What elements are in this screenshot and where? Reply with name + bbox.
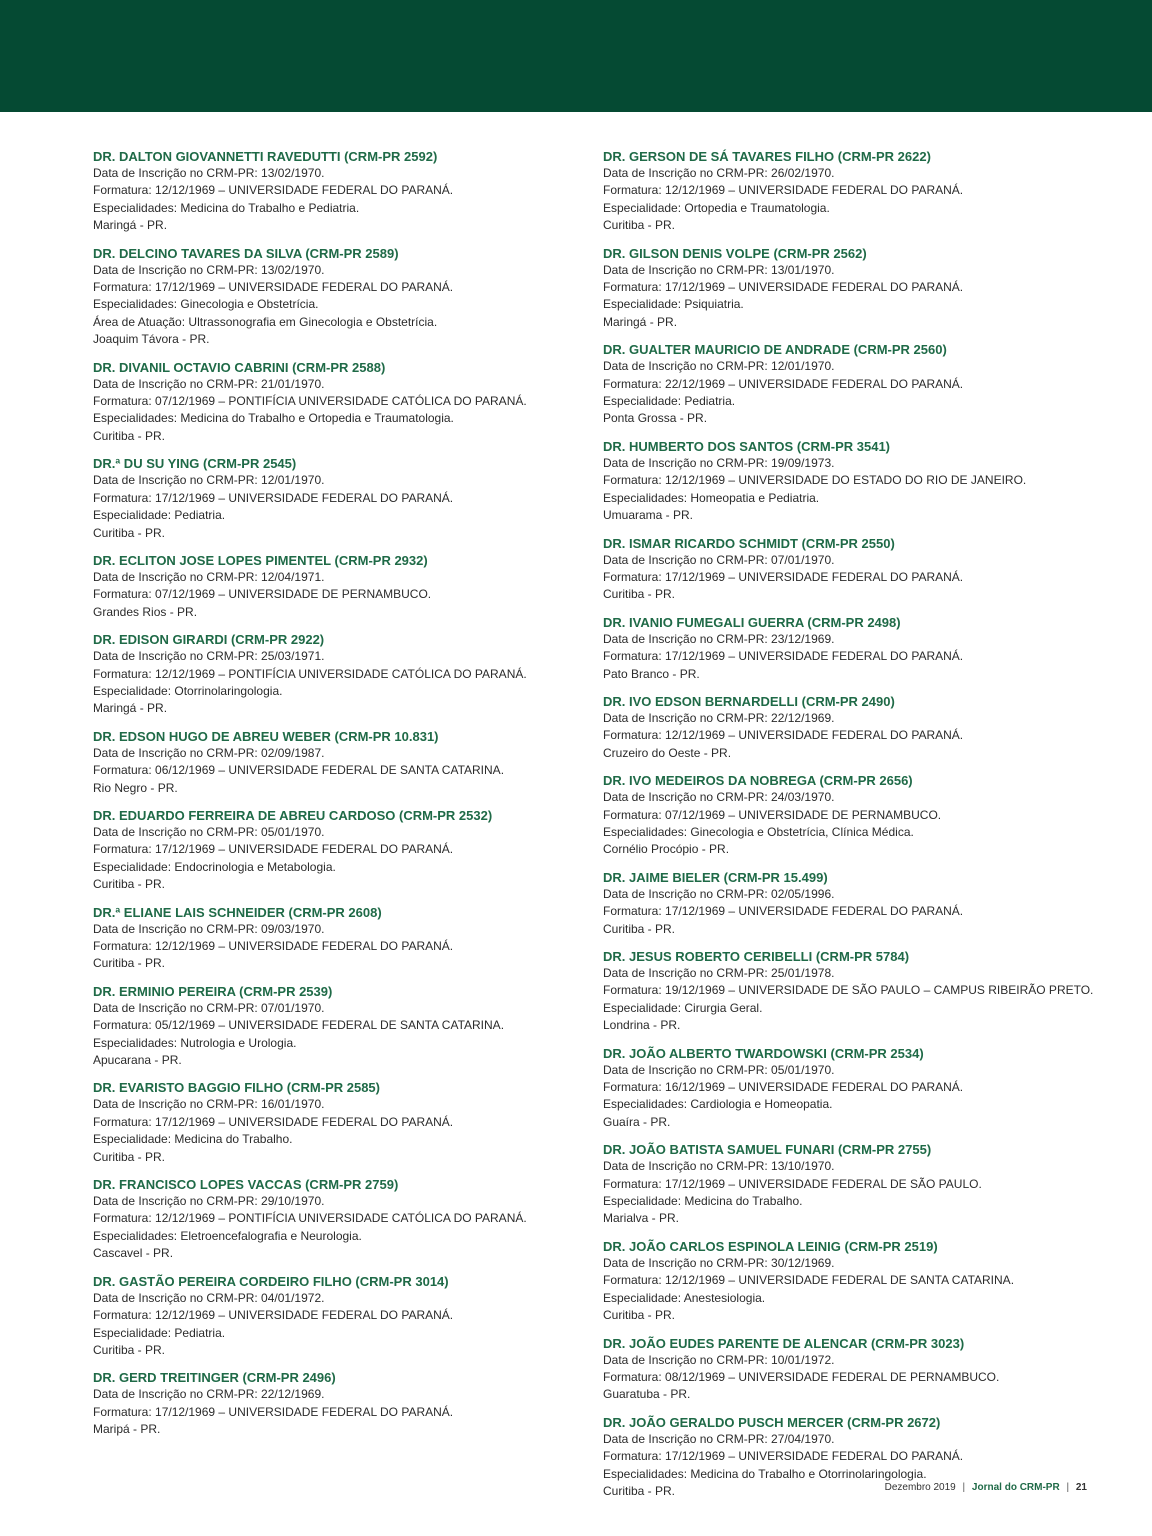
obituary-entry [93, 359, 583, 446]
entry-detail-line: Curitiba - PR. [93, 428, 166, 443]
entry-detail-line: Data de Inscrição no CRM-PR: 26/02/1970. [603, 166, 835, 180]
entry-detail-line: Formatura: 17/12/1969 – UNIVERSIDADE FEDERAL DO PARANÁ. [93, 490, 454, 505]
entry-detail-line: Formatura: 17/12/1969 – UNIVERSIDADE FEDERAL DO PARANÁ. [93, 1404, 454, 1419]
doctor-name: DR. GUALTER MAURICIO DE ANDRADE (CRM-PR 2560) [603, 342, 947, 358]
entry-detail-line: Formatura: 17/12/1969 – UNIVERSIDADE FEDERAL DO PARANÁ. [603, 649, 964, 664]
entry-detail-line: Maringá - PR. [93, 701, 168, 716]
obituary-entry [603, 1045, 1123, 1132]
header-bar [0, 0, 1152, 112]
entry-detail-line: Grandes Rios - PR. [93, 604, 198, 619]
entry-detail-line: Data de Inscrição no CRM-PR: 07/01/1970. [603, 552, 835, 567]
entry-detail-line: Marialva - PR. [603, 1211, 680, 1226]
obituary-entry [93, 983, 583, 1070]
footer-separator-2: | [1066, 1482, 1070, 1493]
entry-detail-line: Data de Inscrição no CRM-PR: 12/01/1970. [603, 359, 835, 374]
entry-detail-line: Especialidades: Nutrologia e Urologia. [93, 1035, 297, 1050]
entry-detail-line: Curitiba - PR. [603, 587, 676, 602]
footer-separator: | [962, 1482, 966, 1493]
entry-detail-line: Especialidade: Pediatria. [93, 1325, 226, 1340]
obituary-entry [93, 455, 583, 542]
entry-detail-line: Formatura: 12/12/1969 – UNIVERSIDADE FEDERAL DO PARANÁ. [93, 1308, 454, 1323]
entry-detail-line: Especialidade: Ortopedia e Traumatologia. [603, 200, 830, 215]
obituary-entry [603, 1238, 1123, 1325]
entry-detail-line: Apucarana - PR. [93, 1053, 182, 1068]
entry-detail-line: Data de Inscrição no CRM-PR: 25/03/1971. [93, 649, 325, 664]
entry-detail-line: Especialidade: Cirurgia Geral. [603, 1000, 763, 1015]
entry-detail-line: Curitiba - PR. [93, 877, 166, 892]
entry-detail-line: Data de Inscrição no CRM-PR: 21/01/1970. [93, 376, 325, 391]
entry-detail-line: Especialidades: Homeopatia e Pediatria. [603, 490, 820, 505]
entry-detail-line: Ponta Grossa - PR. [603, 411, 708, 426]
entry-detail-line: Curitiba - PR. [93, 1149, 166, 1164]
doctor-name: DR. ISMAR RICARDO SCHMIDT (CRM-PR 2550) [603, 535, 895, 551]
obituary-entry [603, 438, 1123, 525]
obituary-entry [603, 535, 1123, 604]
doctor-name: DR. DIVANIL OCTAVIO CABRINI (CRM-PR 2588) [93, 359, 386, 375]
entry-detail-line: Data de Inscrição no CRM-PR: 07/01/1970. [93, 1000, 325, 1015]
doctor-name: DR. JAIME BIELER (CRM-PR 15.499) [603, 869, 828, 885]
entry-detail-line: Especialidades: Eletroencefalografia e Neurologia. [93, 1228, 362, 1243]
obituary-entry [93, 1176, 583, 1263]
entry-detail-line: Data de Inscrição no CRM-PR: 24/03/1970. [603, 790, 835, 805]
entry-detail-line: Formatura: 12/12/1969 – UNIVERSIDADE FEDERAL DO PARANÁ. [93, 183, 454, 198]
footer-journal: Jornal do CRM-PR [971, 1482, 1060, 1493]
doctor-name: DR. GERSON DE SÁ TAVARES FILHO (CRM-PR 2622) [603, 149, 931, 164]
entry-detail-line: Especialidades: Ginecologia e Obstetrícia. [93, 297, 319, 312]
obituary-entry [603, 1335, 1123, 1404]
entry-detail-line: Formatura: 17/12/1969 – UNIVERSIDADE FEDERAL DO PARANÁ. [603, 569, 964, 584]
obituary-entry [93, 245, 583, 349]
obituary-entry [93, 1369, 583, 1438]
doctor-name: DR. JOÃO BATISTA SAMUEL FUNARI (CRM-PR 2755) [603, 1142, 932, 1158]
entry-detail-line: Formatura: 17/12/1969 – UNIVERSIDADE FEDERAL DO PARANÁ. [93, 280, 454, 295]
entry-detail-line: Data de Inscrição no CRM-PR: 02/09/1987. [93, 745, 325, 760]
entry-detail-line: Formatura: 12/12/1969 – UNIVERSIDADE FEDERAL DO PARANÁ. [93, 939, 454, 953]
entry-detail-line: Formatura: 17/12/1969 – UNIVERSIDADE FEDERAL DO PARANÁ. [603, 1449, 964, 1464]
entry-detail-line: Curitiba - PR. [93, 1342, 166, 1357]
entry-detail-line: Curitiba - PR. [603, 1308, 676, 1323]
entry-detail-line: Formatura: 08/12/1969 – UNIVERSIDADE FEDERAL DE PERNAMBUCO. [603, 1369, 1000, 1384]
entry-detail-line: Data de Inscrição no CRM-PR: 25/01/1978. [603, 966, 835, 980]
doctor-name: DR. JESUS ROBERTO CERIBELLI (CRM-PR 5784) [603, 949, 910, 964]
entry-detail-line: Data de Inscrição no CRM-PR: 22/12/1969. [603, 710, 835, 725]
entry-detail-line: Data de Inscrição no CRM-PR: 10/01/1972. [603, 1352, 835, 1367]
entry-detail-line: Especialidade: Pediatria. [93, 508, 226, 523]
entry-detail-line: Data de Inscrição no CRM-PR: 05/01/1970. [603, 1062, 835, 1077]
entry-detail-line: Especialidade: Medicina do Trabalho. [603, 1194, 803, 1209]
doctor-name: DR. FRANCISCO LOPES VACCAS (CRM-PR 2759) [93, 1177, 399, 1193]
entry-detail-line: Data de Inscrição no CRM-PR: 27/04/1970. [603, 1431, 835, 1446]
page-number: 21 [1075, 1482, 1087, 1493]
entry-detail-line: Formatura: 16/12/1969 – UNIVERSIDADE FEDERAL DO PARANÁ. [603, 1080, 964, 1095]
entry-detail-line: Maringá - PR. [603, 314, 678, 329]
doctor-name: DR. JOÃO GERALDO PUSCH MERCER (CRM-PR 2672) [603, 1414, 941, 1430]
entry-detail-line: Especialidade: Anestesiologia. [603, 1290, 766, 1305]
obituary-entry [603, 772, 1123, 859]
doctor-name: DR. IVO EDSON BERNARDELLI (CRM-PR 2490) [603, 693, 895, 709]
entry-detail-line: Data de Inscrição no CRM-PR: 12/04/1971. [93, 569, 325, 584]
entry-detail-line: Especialidades: Medicina do Trabalho e Otorrinolaringologia. [603, 1466, 927, 1481]
doctor-name: DR. ECLITON JOSE LOPES PIMENTEL (CRM-PR 2932) [93, 552, 428, 568]
entry-detail-line: Data de Inscrição no CRM-PR: 09/03/1970. [93, 921, 325, 936]
entry-detail-line: Pato Branco - PR. [603, 666, 700, 681]
entry-detail-line: Data de Inscrição no CRM-PR: 23/12/1969. [603, 631, 835, 646]
right-column [603, 148, 1123, 1510]
obituary-entry [93, 148, 583, 235]
obituary-entry [93, 807, 583, 894]
obituary-entry [93, 904, 583, 973]
doctor-name: DR. EDSON HUGO DE ABREU WEBER (CRM-PR 10.831) [93, 728, 439, 744]
entry-detail-line: Formatura: 17/12/1969 – UNIVERSIDADE FEDERAL DO PARANÁ. [93, 1114, 454, 1129]
entry-detail-line: Formatura: 17/12/1969 – UNIVERSIDADE FEDERAL DO PARANÁ. [93, 842, 454, 857]
obituary-entry [603, 341, 1123, 428]
entry-detail-line: Especialidade: Pediatria. [603, 394, 736, 409]
doctor-name: DR. GASTÃO PEREIRA CORDEIRO FILHO (CRM-PR 3014) [93, 1273, 449, 1289]
entry-detail-line: Maripá - PR. [93, 1422, 161, 1437]
obituary-entry [603, 869, 1123, 938]
entry-detail-line: Formatura: 19/12/1969 – UNIVERSIDADE DE SÃO PAULO – CAMPUS RIBEIRÃO PRETO. [603, 983, 1094, 998]
doctor-name: DR.ª DU SU YING (CRM-PR 2545) [93, 456, 297, 472]
obituary-entry [603, 245, 1123, 332]
entry-detail-line: Formatura: 12/12/1969 – PONTIFÍCIA UNIVERSIDADE CATÓLICA DO PARANÁ. [93, 1211, 527, 1226]
entry-detail-line: Data de Inscrição no CRM-PR: 13/02/1970. [93, 262, 325, 277]
obituary-entry [603, 1141, 1123, 1228]
entry-detail-line: Especialidade: Psiquiatria. [603, 297, 744, 312]
entry-detail-line: Especialidade: Medicina do Trabalho. [93, 1132, 293, 1147]
entry-detail-line: Curitiba - PR. [603, 218, 676, 233]
doctor-name: DR. DALTON GIOVANNETTI RAVEDUTTI (CRM-PR 2592) [93, 149, 438, 164]
doctor-name: DR. ERMINIO PEREIRA (CRM-PR 2539) [93, 983, 333, 999]
entry-detail-line: Especialidade: Endocrinologia e Metabologia. [93, 859, 336, 874]
entry-detail-line: Cascavel - PR. [93, 1246, 174, 1261]
entry-detail-line: Área de Atuação: Ultrassonografia em Ginecologia e Obstetrícia. [93, 314, 438, 329]
entry-detail-line: Rio Negro - PR. [93, 780, 178, 795]
entry-detail-line: Guaratuba - PR. [603, 1387, 691, 1402]
obituary-entry [93, 1273, 583, 1360]
entry-detail-line: Data de Inscrição no CRM-PR: 19/09/1973. [603, 455, 835, 470]
entry-detail-line: Formatura: 07/12/1969 – UNIVERSIDADE DE PERNAMBUCO. [603, 807, 942, 822]
entry-detail-line: Especialidades: Medicina do Trabalho e Pediatria. [93, 200, 360, 215]
doctor-name: DR. EDISON GIRARDI (CRM-PR 2922) [93, 632, 325, 648]
obituary-entry [93, 552, 583, 621]
obituary-entry [93, 1079, 583, 1166]
entry-detail-line: Data de Inscrição no CRM-PR: 13/01/1970. [603, 262, 835, 277]
entry-detail-line: Cruzeiro do Oeste - PR. [603, 745, 732, 760]
entry-detail-line: Formatura: 06/12/1969 – UNIVERSIDADE FEDERAL DE SANTA CATARINA. [93, 763, 505, 778]
obituary-entry [93, 728, 583, 797]
entry-detail-line: Data de Inscrição no CRM-PR: 16/01/1970. [93, 1097, 325, 1112]
entry-detail-line: Especialidade: Otorrinolaringologia. [93, 683, 283, 698]
entry-detail-line: Formatura: 17/12/1969 – UNIVERSIDADE FEDERAL DO PARANÁ. [603, 280, 964, 295]
entry-detail-line: Curitiba - PR. [93, 956, 166, 971]
doctor-name: DR. GILSON DENIS VOLPE (CRM-PR 2562) [603, 245, 867, 261]
obituary-entry [603, 948, 1123, 1035]
entry-detail-line: Formatura: 17/12/1969 – UNIVERSIDADE FEDERAL DO PARANÁ. [603, 904, 964, 919]
doctor-name: DR. IVANIO FUMEGALI GUERRA (CRM-PR 2498) [603, 614, 901, 630]
entry-detail-line: Curitiba - PR. [603, 921, 676, 936]
doctor-name: DR. GERD TREITINGER (CRM-PR 2496) [93, 1370, 336, 1386]
entry-detail-line: Especialidades: Cardiologia e Homeopatia. [603, 1097, 833, 1112]
entry-detail-line: Formatura: 12/12/1969 – PONTIFÍCIA UNIVERSIDADE CATÓLICA DO PARANÁ. [93, 666, 527, 681]
entry-detail-line: Guaíra - PR. [603, 1114, 671, 1129]
obituary-entry [603, 614, 1123, 683]
entry-detail-line: Data de Inscrição no CRM-PR: 13/02/1970. [93, 166, 325, 180]
entry-detail-line: Formatura: 12/12/1969 – UNIVERSIDADE FEDERAL DO PARANÁ. [603, 183, 964, 198]
entry-detail-line: Data de Inscrição no CRM-PR: 12/01/1970. [93, 473, 325, 488]
doctor-name: DR. DELCINO TAVARES DA SILVA (CRM-PR 2589) [93, 245, 399, 261]
entry-detail-line: Joaquim Távora - PR. [93, 332, 210, 347]
entry-detail-line: Data de Inscrição no CRM-PR: 05/01/1970. [93, 824, 325, 839]
left-column [93, 148, 583, 1449]
entry-detail-line: Umuarama - PR. [603, 508, 694, 523]
doctor-name: DR. HUMBERTO DOS SANTOS (CRM-PR 3541) [603, 438, 890, 454]
entry-detail-line: Data de Inscrição no CRM-PR: 02/05/1996. [603, 886, 835, 901]
entry-detail-line: Data de Inscrição no CRM-PR: 22/12/1969. [93, 1387, 325, 1402]
obituary-entry [603, 148, 1123, 235]
entry-detail-line: Formatura: 22/12/1969 – UNIVERSIDADE FEDERAL DO PARANÁ. [603, 376, 964, 391]
entry-detail-line: Data de Inscrição no CRM-PR: 29/10/1970. [93, 1194, 325, 1209]
entry-detail-line: Maringá - PR. [93, 218, 168, 233]
obituary-entry [93, 631, 583, 718]
entry-detail-line: Formatura: 07/12/1969 – PONTIFÍCIA UNIVERSIDADE CATÓLICA DO PARANÁ. [93, 394, 527, 409]
entry-detail-line: Especialidades: Ginecologia e Obstetrícia, Clínica Médica. [603, 824, 914, 839]
entry-detail-line: Data de Inscrição no CRM-PR: 04/01/1972. [93, 1290, 325, 1305]
doctor-name: DR. IVO MEDEIROS DA NOBREGA (CRM-PR 2656) [603, 773, 913, 789]
doctor-name: DR. EVARISTO BAGGIO FILHO (CRM-PR 2585) [93, 1080, 380, 1096]
entry-detail-line: Formatura: 12/12/1969 – UNIVERSIDADE FEDERAL DE SANTA CATARINA. [603, 1273, 1015, 1288]
entry-detail-line: Curitiba - PR. [93, 525, 166, 540]
footer-date: Dezembro 2019 [884, 1482, 956, 1493]
entry-detail-line: Formatura: 05/12/1969 – UNIVERSIDADE FEDERAL DE SANTA CATARINA. [93, 1018, 505, 1033]
entry-detail-line: Cornélio Procópio - PR. [603, 842, 730, 857]
doctor-name: DR. JOÃO EUDES PARENTE DE ALENCAR (CRM-PR 3023) [603, 1335, 965, 1351]
doctor-name: DR. JOÃO ALBERTO TWARDOWSKI (CRM-PR 2534) [603, 1045, 924, 1061]
entry-detail-line: Curitiba - PR. [603, 1483, 676, 1498]
page-footer [885, 1482, 1087, 1493]
entry-detail-line: Londrina - PR. [603, 1018, 681, 1033]
entry-detail-line: Especialidades: Medicina do Trabalho e Ortopedia e Traumatologia. [93, 411, 454, 426]
entry-detail-line: Data de Inscrição no CRM-PR: 13/10/1970. [603, 1159, 835, 1174]
entry-detail-line: Formatura: 07/12/1969 – UNIVERSIDADE DE PERNAMBUCO. [93, 587, 432, 602]
entry-detail-line: Data de Inscrição no CRM-PR: 30/12/1969. [603, 1255, 835, 1270]
entry-detail-line: Formatura: 12/12/1969 – UNIVERSIDADE DO ESTADO DO RIO DE JANEIRO. [603, 473, 1027, 488]
doctor-name: DR. JOÃO CARLOS ESPINOLA LEINIG (CRM-PR 2519) [603, 1238, 938, 1254]
obituary-entry [603, 693, 1123, 762]
entry-detail-line: Formatura: 17/12/1969 – UNIVERSIDADE FEDERAL DE SÃO PAULO. [603, 1176, 982, 1191]
doctor-name: DR.ª ELIANE LAIS SCHNEIDER (CRM-PR 2608) [93, 904, 382, 920]
doctor-name: DR. EDUARDO FERREIRA DE ABREU CARDOSO (CRM-PR 2532) [93, 807, 493, 823]
entry-detail-line: Formatura: 12/12/1969 – UNIVERSIDADE FEDERAL DO PARANÁ. [603, 728, 964, 743]
